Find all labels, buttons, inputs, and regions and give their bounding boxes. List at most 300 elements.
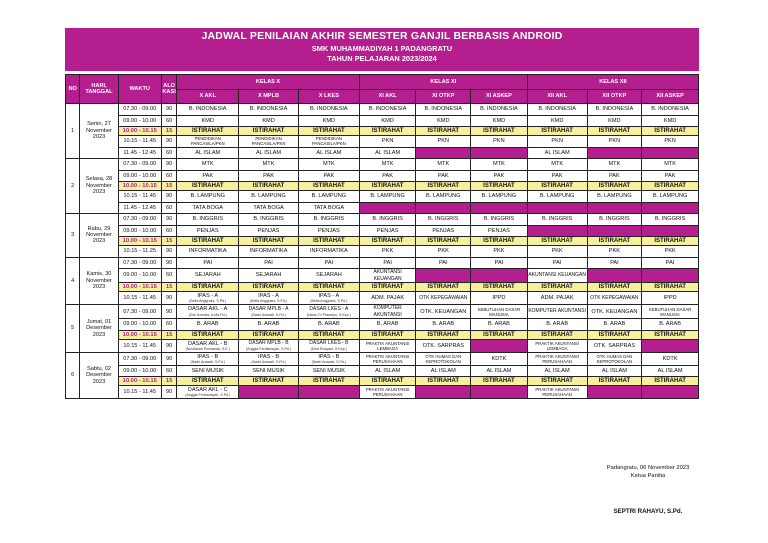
subject-text: DASAR LKES - A <box>309 306 349 313</box>
subject-cell <box>587 225 642 237</box>
subject-text: ISTIRAHAT <box>654 127 686 134</box>
subject-cell <box>239 386 299 399</box>
subject-text: PENJAS <box>257 227 280 234</box>
subject-cell <box>416 365 471 377</box>
subject-cell <box>471 386 528 399</box>
subject-text: IPAS - A <box>258 292 279 299</box>
subject-cell <box>587 365 642 377</box>
subject-text: ISTIRAHAT <box>541 127 573 134</box>
break-cell <box>177 127 239 136</box>
subject-cell <box>177 159 239 171</box>
break-row <box>66 330 699 339</box>
header-kelas-x: KELAS X <box>177 75 359 90</box>
subject-text: DASAR AKL - B <box>187 340 228 347</box>
subject-text: AKUNTANSI KEUANGAN <box>528 272 587 279</box>
time-allocation: 90 <box>161 339 176 352</box>
subject-cell <box>359 136 416 148</box>
subject-text: PAI <box>610 259 619 266</box>
subject-cell <box>587 246 642 258</box>
subject-cell <box>359 269 416 283</box>
time-allocation: 90 <box>161 136 176 148</box>
subject-text: MTK <box>201 161 214 168</box>
header-class-xii-akl: XII AKL <box>527 90 587 104</box>
break-cell <box>642 237 699 246</box>
subject-text: ISTIRAHAT <box>252 378 285 385</box>
break-cell <box>239 237 299 246</box>
subject-text: AL ISLAM <box>657 367 683 374</box>
subject-text: B. INGGRIS <box>483 216 515 223</box>
subject-text: DASAR MPLB - B <box>248 340 289 347</box>
subject-text: OTK KEPEGAWAIAN <box>419 294 468 301</box>
subject-cell <box>642 352 699 365</box>
time-allocation: 90 <box>161 386 176 399</box>
header-class-xi-otkp: XI OTKP <box>416 90 471 104</box>
subject-cell <box>359 246 416 258</box>
subject-text: PKN <box>437 138 450 145</box>
subject-cell <box>298 202 359 214</box>
schedule-row <box>66 319 699 331</box>
schedule-row <box>66 147 699 159</box>
subject-text: ISTIRAHAT <box>313 331 345 338</box>
time-slot: 10.00 - 10.15 <box>118 330 161 339</box>
subject-text: AL ISLAM <box>375 367 401 374</box>
subject-text: B. INDONESIA <box>368 106 407 113</box>
time-slot: 07.30 - 09.00 <box>118 104 161 116</box>
time-allocation: 60 <box>161 170 176 182</box>
subject-cell <box>471 147 528 159</box>
break-row <box>66 127 699 136</box>
subject-text: KMD <box>663 117 677 124</box>
subject-text: IPAS - B <box>258 353 280 360</box>
subject-cell <box>177 246 239 258</box>
break-cell <box>416 182 471 191</box>
subject-cell <box>359 225 416 237</box>
break-cell <box>587 127 642 136</box>
subject-cell <box>527 319 587 331</box>
subject-cell <box>642 225 699 237</box>
academic-year: TAHUN PELAJARAN 2023/2024 <box>327 54 437 63</box>
subject-cell <box>587 257 642 269</box>
subject-text: ISTIRAHAT <box>427 237 460 244</box>
subject-cell <box>587 147 642 159</box>
subject-cell <box>177 365 239 377</box>
schedule-table <box>65 74 699 399</box>
subject-text: ISTIRAHAT <box>541 182 573 189</box>
subject-text: TATA BOGA <box>253 204 284 211</box>
subject-text: ISTIRAHAT <box>483 182 515 189</box>
subject-cell <box>587 191 642 203</box>
subject-text: PKK <box>437 248 449 255</box>
subject-cell <box>359 214 416 226</box>
subject-cell <box>587 319 642 331</box>
subject-text: PKN <box>551 138 563 145</box>
subject-text: ISTIRAHAT <box>541 331 573 338</box>
header-kelas-xi: KELAS XI <box>359 75 527 90</box>
break-cell <box>298 182 359 191</box>
time-allocation: 90 <box>161 246 176 258</box>
subject-text: B. INDONESIA <box>651 106 689 113</box>
subject-text: KOMPUTER AKUNTANSI <box>373 305 402 318</box>
subject-text: ISTIRAHAT <box>427 331 460 338</box>
time-slot: 09.00 - 10.00 <box>118 115 161 127</box>
break-cell <box>642 377 699 386</box>
break-row <box>66 237 699 246</box>
time-slot: 07.30 - 09.00 <box>118 159 161 171</box>
subject-text: B. ARAB <box>196 321 219 328</box>
day-label: Rabu, 29 November 2023 <box>80 214 118 258</box>
subject-text: KOMPUTER AKUNTANSI <box>528 308 587 315</box>
time-slot: 09.00 - 10.00 <box>118 319 161 331</box>
subject-cell <box>587 352 642 365</box>
subject-cell <box>298 214 359 226</box>
school-name: SMK MUHAMMADIYAH 1 PADANGRATU <box>311 44 453 53</box>
schedule-row <box>66 202 699 214</box>
header-allocation: ALO KASI <box>161 75 176 104</box>
break-cell <box>471 283 528 292</box>
subject-text: B. INDONESIA <box>538 106 576 113</box>
break-cell <box>416 283 471 292</box>
subject-cell <box>642 269 699 283</box>
subject-cell <box>239 147 299 159</box>
subject-cell <box>416 115 471 127</box>
subject-cell <box>642 339 699 352</box>
subject-text: PKN <box>493 138 505 145</box>
subject-cell <box>298 136 359 148</box>
subject-cell <box>359 386 416 399</box>
subject-text: ISTIRAHAT <box>598 378 631 385</box>
time-allocation: 15 <box>161 127 176 136</box>
subject-text: PAI <box>438 259 448 266</box>
subject-text: OTK HUMAS DAN KEPROTOKOLAN <box>596 353 633 364</box>
teacher-note: (Bella Anggraini, S.Pd.) <box>249 299 288 304</box>
break-cell <box>471 330 528 339</box>
teacher-note: (Anggia Ferdiansyah, S.Pd.) <box>245 347 292 352</box>
title-banner <box>65 28 699 71</box>
subject-cell <box>587 386 642 399</box>
subject-text: PKK <box>493 248 505 255</box>
time-slot: 07.30 - 09.00 <box>118 352 161 365</box>
subject-cell <box>239 257 299 269</box>
subject-cell <box>642 257 699 269</box>
subject-text: INFORMATIKA <box>309 248 348 255</box>
break-cell <box>642 127 699 136</box>
subject-cell <box>177 225 239 237</box>
subject-cell <box>359 170 416 182</box>
teacher-note: (Devi Rusyani, S.Kep.) <box>310 347 348 352</box>
break-cell <box>527 330 587 339</box>
subject-text: SEJARAH <box>315 272 342 279</box>
subject-text: B. LAMPUNG <box>539 193 575 200</box>
subject-cell <box>298 159 359 171</box>
subject-cell <box>298 386 359 399</box>
subject-cell <box>471 170 528 182</box>
subject-cell <box>359 339 416 352</box>
subject-text: PAI <box>324 259 334 266</box>
day-label: Jumat, 01 Desember 2023 <box>80 305 118 353</box>
subject-cell <box>298 257 359 269</box>
subject-cell <box>527 386 587 399</box>
subject-text: PAI <box>264 259 273 266</box>
subject-text: PAI <box>203 259 213 266</box>
time-allocation: 60 <box>161 147 176 159</box>
subject-text: B. INDONESIA <box>595 106 634 113</box>
subject-text: KEBUTUHAN DASAR MANUSIA <box>648 306 692 317</box>
subject-cell <box>177 319 239 331</box>
time-slot: 10.00 - 10.15 <box>118 182 161 191</box>
subject-text: ISTIRAHAT <box>427 283 460 290</box>
subject-cell <box>527 225 587 237</box>
time-slot: 09.00 - 10.00 <box>118 365 161 377</box>
subject-cell <box>416 339 471 352</box>
break-row <box>66 182 699 191</box>
subject-cell <box>359 352 416 365</box>
subject-text: ISTIRAHAT <box>191 237 224 244</box>
subject-cell <box>416 386 471 399</box>
time-allocation: 60 <box>161 115 176 127</box>
subject-text: AL ISLAM <box>195 149 221 156</box>
subject-text: ISTIRAHAT <box>483 378 515 385</box>
break-cell <box>298 283 359 292</box>
subject-text: ISTIRAHAT <box>371 237 404 244</box>
subject-text: ISTIRAHAT <box>191 127 224 134</box>
subject-cell <box>359 159 416 171</box>
teacher-note: (Nana Tri Prasetyo, S.Kep.) <box>306 312 351 317</box>
subject-text: ISTIRAHAT <box>191 378 224 385</box>
break-cell <box>642 182 699 191</box>
break-cell <box>359 330 416 339</box>
subject-cell <box>642 214 699 226</box>
header-class-x-mplb: X MPLB <box>239 90 299 104</box>
subject-text: ISTIRAHAT <box>654 378 686 385</box>
break-cell <box>527 127 587 136</box>
subject-text: KEBUTUHAN DASAR MANUSIA <box>477 306 521 317</box>
subject-text: MTK <box>322 161 335 168</box>
subject-cell <box>471 191 528 203</box>
day-number: 1 <box>66 104 80 159</box>
break-cell <box>239 330 299 339</box>
subject-text: ISTIRAHAT <box>654 283 686 290</box>
subject-text: ISTIRAHAT <box>191 283 224 290</box>
subject-text: ISTIRAHAT <box>191 331 224 338</box>
subject-text: INFORMATIKA <box>249 248 288 255</box>
subject-text: OTK. SARPRAS <box>593 342 636 349</box>
subject-text: B. INGGRIS <box>192 216 223 223</box>
subject-text: PAI <box>552 259 562 266</box>
time-allocation: 90 <box>161 159 176 171</box>
day-number: 2 <box>66 159 80 214</box>
break-cell <box>587 237 642 246</box>
schedule-row <box>66 352 699 365</box>
teacher-note: (Bella Anggraini, S.Pd.) <box>310 299 348 304</box>
subject-text: IPPD <box>492 294 506 301</box>
subject-cell <box>298 352 359 365</box>
subject-text: ISTIRAHAT <box>654 182 686 189</box>
time-slot: 10.00 - 10.15 <box>118 127 161 136</box>
subject-text: AL ISLAM <box>544 367 570 374</box>
subject-text: AL ISLAM <box>486 367 512 374</box>
signer-role: Ketua Panitia <box>630 473 666 479</box>
subject-cell <box>416 352 471 365</box>
subject-text: AL ISLAM <box>256 149 282 156</box>
schedule-row <box>66 339 699 352</box>
subject-cell <box>642 170 699 182</box>
subject-cell <box>416 246 471 258</box>
subject-cell <box>471 269 528 283</box>
break-row <box>66 377 699 386</box>
break-cell <box>587 182 642 191</box>
day-number: 6 <box>66 352 80 399</box>
subject-cell <box>587 136 642 148</box>
subject-cell <box>587 305 642 319</box>
subject-text: PAK <box>551 172 563 179</box>
day-number: 5 <box>66 305 80 353</box>
subject-cell <box>527 269 587 283</box>
subject-text: DASAR LKES - B <box>309 340 349 347</box>
subject-text: MTK <box>381 161 394 168</box>
subject-text: AL ISLAM <box>375 149 401 156</box>
subject-cell <box>587 104 642 116</box>
subject-cell <box>239 170 299 182</box>
subject-cell <box>642 202 699 214</box>
subject-cell <box>527 159 587 171</box>
header-class-xii-otkp: XII OTKP <box>587 90 642 104</box>
subject-text: B. ARAB <box>257 321 280 328</box>
subject-text: B. ARAB <box>317 321 340 328</box>
subject-text: PAK <box>323 172 335 179</box>
subject-cell <box>298 225 359 237</box>
subject-cell <box>471 214 528 226</box>
subject-cell <box>587 170 642 182</box>
subject-cell <box>298 191 359 203</box>
subject-text: B. LAMPUNG <box>251 193 286 200</box>
break-cell <box>527 182 587 191</box>
schedule-row <box>66 159 699 171</box>
time-allocation: 60 <box>161 269 176 283</box>
subject-cell <box>359 305 416 319</box>
subject-cell <box>587 292 642 305</box>
subject-text: KMD <box>381 117 394 124</box>
time-slot: 10.15 - 11.45 <box>118 386 161 399</box>
header-class-xii-askep: XII ASKEP <box>642 90 699 104</box>
subject-text: ISTIRAHAT <box>598 283 631 290</box>
subject-text: OTK KEPEGAWAIAN <box>590 294 639 301</box>
subject-text: DASAR AKL - A <box>188 306 228 313</box>
subject-text: B. INDONESIA <box>249 106 288 113</box>
subject-text: ISTIRAHAT <box>252 127 285 134</box>
subject-text: PKK <box>608 248 620 255</box>
subject-text: ISTIRAHAT <box>371 378 404 385</box>
subject-cell <box>177 136 239 148</box>
subject-text: PAK <box>493 172 505 179</box>
subject-cell <box>587 159 642 171</box>
header-class-xi-askep: XI ASKEP <box>471 90 528 104</box>
time-allocation: 60 <box>161 202 176 214</box>
time-allocation: 90 <box>161 257 176 269</box>
subject-text: AL ISLAM <box>601 367 627 374</box>
subject-cell <box>239 202 299 214</box>
break-cell <box>416 237 471 246</box>
break-cell <box>416 330 471 339</box>
subject-text: DASAR AKL - C <box>187 387 228 394</box>
subject-text: ISTIRAHAT <box>313 283 345 290</box>
subject-cell <box>642 319 699 331</box>
subject-cell <box>416 159 471 171</box>
teacher-note: (Bella Anggraini, S.Pd.) <box>189 299 227 304</box>
schedule-row <box>66 115 699 127</box>
subject-cell <box>642 246 699 258</box>
subject-text: PRAKTIK AKUNTANSI PERUSAHAAN <box>365 387 410 398</box>
subject-text: PAI <box>383 259 392 266</box>
subject-text: ISTIRAHAT <box>313 378 345 385</box>
break-cell <box>177 182 239 191</box>
subject-cell <box>527 191 587 203</box>
time-slot: 07.30 - 09.00 <box>118 257 161 269</box>
teacher-note: (Nadri Arawati, S.Pd.) <box>311 359 347 364</box>
break-cell <box>587 377 642 386</box>
subject-cell <box>527 147 587 159</box>
header-kelas-xii: KELAS XII <box>527 75 698 90</box>
subject-text: ISTIRAHAT <box>371 127 404 134</box>
break-cell <box>527 283 587 292</box>
subject-text: ISTIRAHAT <box>371 331 404 338</box>
subject-text: PAK <box>608 172 620 179</box>
subject-text: PKK <box>664 248 676 255</box>
subject-cell <box>298 339 359 352</box>
subject-text: SEJARAH <box>194 272 221 279</box>
subject-cell <box>239 225 299 237</box>
subject-text: AL ISLAM <box>544 149 570 156</box>
subject-cell <box>471 115 528 127</box>
subject-text: ISTIRAHAT <box>427 182 460 189</box>
subject-cell <box>416 225 471 237</box>
subject-cell <box>359 115 416 127</box>
time-slot: 09.00 - 10.00 <box>118 269 161 283</box>
subject-cell <box>177 269 239 283</box>
subject-text: B. ARAB <box>376 321 399 328</box>
subject-text: ADM. PAJAK <box>540 294 574 301</box>
break-cell <box>527 237 587 246</box>
subject-cell <box>527 246 587 258</box>
subject-text: MTK <box>493 161 505 168</box>
time-slot: 10.15 - 11.45 <box>118 136 161 148</box>
subject-text: IPAS - A <box>197 292 219 299</box>
subject-text: ISTIRAHAT <box>541 283 573 290</box>
subject-cell <box>416 191 471 203</box>
subject-text: PENJAS <box>317 227 340 234</box>
subject-cell <box>416 269 471 283</box>
subject-text: PENDIDIKAN PANCASILA/PKN <box>311 136 346 147</box>
subject-cell <box>416 257 471 269</box>
header-class-x-lkes: X LKES <box>298 90 359 104</box>
break-row <box>66 283 699 292</box>
subject-text: IPAS - B <box>197 353 219 360</box>
break-cell <box>298 330 359 339</box>
schedule-row <box>66 191 699 203</box>
time-allocation: 15 <box>161 237 176 246</box>
subject-cell <box>239 104 299 116</box>
teacher-note: (Anggia Ferdiansyah, S.Pd.) <box>185 393 231 398</box>
time-slot: 11.45 - 12.45 <box>118 202 161 214</box>
subject-text: PRAKTIK AKUNTANSI PERUSAHAAN <box>535 387 579 398</box>
subject-text: B. LAMPUNG <box>426 193 461 200</box>
subject-text: PENJAS <box>376 227 399 234</box>
subject-text: PKN <box>608 138 621 145</box>
subject-text: B. INDONESIA <box>424 106 463 113</box>
subject-cell <box>527 257 587 269</box>
subject-text: MTK <box>262 161 275 168</box>
subject-cell <box>177 191 239 203</box>
subject-cell <box>177 170 239 182</box>
